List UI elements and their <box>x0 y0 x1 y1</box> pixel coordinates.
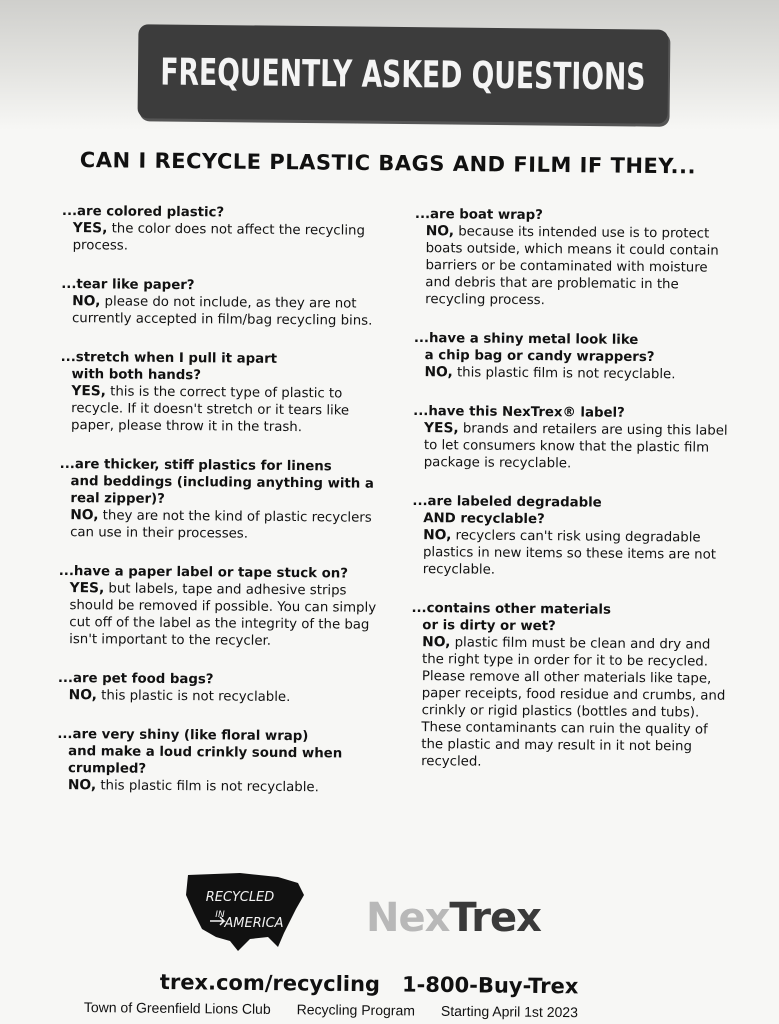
answer: NO, plastic film must be clean and dry and the right type in order for it to be recycled. Please remove all other materials like tape, paper receipts, food residue and crumbs, and crinkly or rigid plastics (bottles and tubs). These contaminants can ruin the quality of the plastic and may result in it not being recycled. <box>421 634 726 770</box>
question: ...stretch when I pull it apart with both hands? <box>60 349 278 384</box>
verdict: YES, <box>72 220 108 237</box>
answer: NO, because its intended use is to protect boats outside, which means it could contain barriers or be contaminated with moisture and debris that are problematic in the recycling process. <box>425 223 719 309</box>
verdict: YES, <box>69 580 105 597</box>
verdict: YES, <box>71 383 107 400</box>
footer-club: Town of Greenfield Lions Club <box>83 999 271 1017</box>
footer-program-name: Recycling Program <box>296 1001 416 1019</box>
answer: NO, recyclers can't risk using degradable plastics in new items so these items are not recyclable. <box>422 527 717 578</box>
verdict: NO, <box>424 364 453 381</box>
question: ...tear like paper? <box>61 276 195 294</box>
right-column <box>410 206 735 795</box>
answer: NO, this plastic film is not recyclable. <box>424 364 676 383</box>
footer-start: Starting April 1st 2023 <box>440 1002 579 1021</box>
verdict: NO, <box>425 223 455 240</box>
qa-item <box>59 456 380 544</box>
question: ...contains other materials or is dirty or wet? <box>411 600 612 635</box>
answer: YES, but labels, tape and adhesive strips should be removed if possible. You can simply cut off of the label as the integrity of the bag isn't important to the recycler. <box>69 580 377 649</box>
question: ...are boat wrap? <box>414 206 543 224</box>
page-heading: CAN I RECYCLE PLASTIC BAGS AND FILM IF THEY... <box>79 148 697 179</box>
verdict: NO, <box>70 507 99 524</box>
verdict: NO, <box>72 293 101 310</box>
qa-item <box>412 493 733 581</box>
answer: NO, please do not include, as they are not currently accepted in film/bag recycling bins. <box>71 293 373 329</box>
footer-contact <box>160 970 579 998</box>
verdict: NO, <box>68 687 97 704</box>
answer: YES, brands and retailers are using this label to let consumers know that the plastic film package is recyclable. <box>423 420 728 472</box>
qa-item <box>62 203 382 257</box>
qa-item <box>414 206 735 311</box>
qa-item <box>61 276 381 330</box>
faq-banner <box>138 24 669 124</box>
qa-item <box>413 330 733 384</box>
nextrex-logo: NexTrex <box>366 895 541 941</box>
answer: NO, they are not the kind of plastic recyclers can use in their processes. <box>70 507 372 542</box>
qa-item <box>58 670 378 707</box>
logo-text-3: AMERICA <box>224 916 284 931</box>
question: ...are colored plastic? <box>61 203 225 221</box>
verdict: NO, <box>422 634 451 651</box>
verdict: YES, <box>423 420 459 437</box>
footer-url[interactable]: trex.com/recycling <box>159 970 381 997</box>
verdict: NO, <box>423 527 452 544</box>
recycled-in-america-logo <box>180 865 310 960</box>
qa-item <box>410 600 731 773</box>
footer-program <box>84 999 578 1020</box>
answer: NO, this plastic film is not recyclable. <box>67 777 319 796</box>
qa-item <box>60 349 381 437</box>
qa-item <box>413 403 734 474</box>
question: ...have this NexTrex® label? <box>413 403 625 421</box>
answer: YES, this is the correct type of plastic to recycle. If it doesn't stretch or it tears like paper, please throw it in the trash. <box>70 383 350 436</box>
question: ...are pet food bags? <box>57 670 214 688</box>
logo-text-1: RECYCLED <box>205 890 275 905</box>
left-column <box>57 203 382 819</box>
qa-item <box>57 726 378 797</box>
verdict: NO, <box>67 777 97 794</box>
question: ...are very shiny (like floral wrap) and make a loud crinkly sound when crumpled? <box>57 726 343 777</box>
banner-title: FREQUENTLY ASKED QUESTIONS <box>160 49 646 99</box>
question: ...are thicker, stiff plastics for linens and beddings (including anything with a real zipper)? <box>59 456 374 507</box>
answer: NO, this plastic is not recyclable. <box>68 687 291 706</box>
question: ...have a paper label or tape stuck on? <box>58 563 349 582</box>
qa-item <box>58 563 379 651</box>
footer-phone: 1-800-Buy-Trex <box>401 972 579 999</box>
logos-row <box>180 865 560 960</box>
logo-text-2: IN <box>215 910 225 920</box>
question: ...are labeled degradable AND recyclable? <box>412 493 602 528</box>
question: ...have a shiny metal look like a chip bag or candy wrappers? <box>413 330 655 366</box>
answer: YES, the color does not affect the recycling process. <box>72 220 365 254</box>
